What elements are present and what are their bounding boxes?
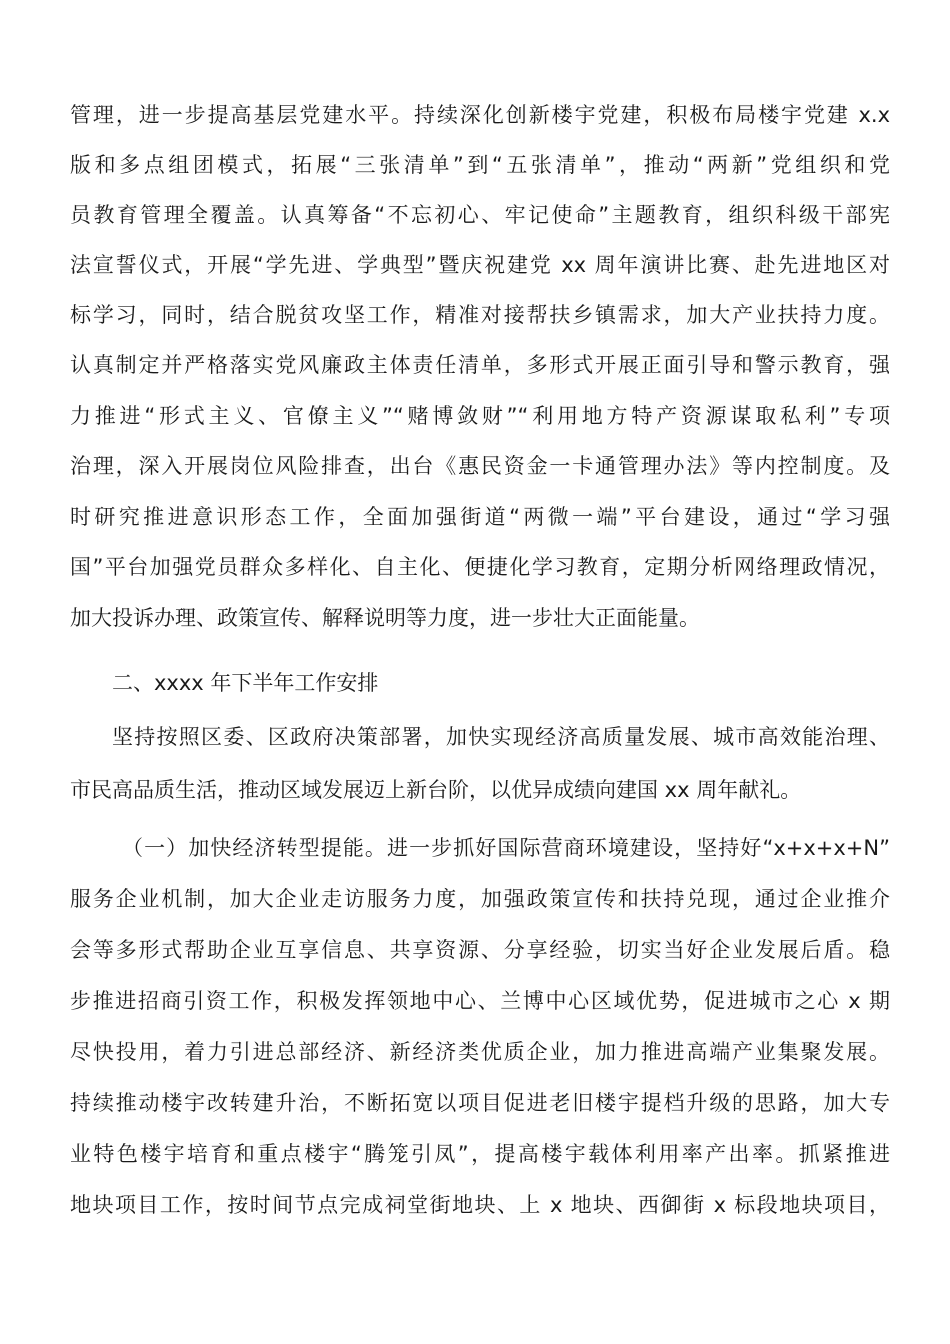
paragraph-line: 业特色楼宇培育和重点楼宇“腾笼引凤”，提高楼宇载体利用率产出率。抓紧推进: [70, 1142, 890, 1166]
paragraph-line: 坚持按照区委、区政府决策部署，加快实现经济高质量发展、城市高效能治理、: [112, 725, 890, 749]
paragraph-line: 持续推动楼宇改转建升治，不断拓宽以项目促进老旧楼宇提档升级的思路，加大专: [70, 1091, 890, 1115]
paragraph-line: 认真制定并严格落实党风廉政主体责任清单，多形式开展正面引导和警示教育，强: [70, 353, 890, 377]
paragraph-line: （一）加快经济转型提能。进一步抓好国际营商环境建设，坚持好“x+x+x+N”: [122, 836, 890, 860]
paragraph-line: 时研究推进意识形态工作，全面加强街道“两微一端”平台建设，通过“学习强: [70, 505, 890, 529]
paragraph-line: 管理，进一步提高基层党建水平。持续深化创新楼宇党建，积极布局楼宇党建 x.x: [70, 103, 890, 127]
paragraph-line: 会等多形式帮助企业互享信息、共享资源、分享经验，切实当好企业发展后盾。稳: [70, 938, 890, 962]
paragraph-line: 治理，深入开展岗位风险排查，出台《惠民资金一卡通管理办法》等内控制度。及: [70, 454, 890, 478]
paragraph-line: 版和多点组团模式，拓展“三张清单”到“五张清单”，推动“两新”党组织和党: [70, 153, 890, 177]
paragraph-line: 力推进“形式主义、官僚主义”“赌博敛财”“利用地方特产资源谋取私利”专项: [70, 404, 890, 428]
section-heading: 二、xxxx 年下半年工作安排: [112, 671, 379, 695]
paragraph-line: 地块项目工作，按时间节点完成祠堂街地块、上 x 地块、西御街 x 标段地块项目，: [70, 1193, 890, 1217]
paragraph-line: 员教育管理全覆盖。认真筹备“不忘初心、牢记使命”主题教育，组织科级干部宪: [70, 203, 890, 227]
paragraph-line: 步推进招商引资工作，积极发挥领地中心、兰博中心区域优势，促进城市之心 x 期: [70, 989, 890, 1013]
paragraph-line: 尽快投用，着力引进总部经济、新经济类优质企业，加力推进高端产业集聚发展。: [70, 1040, 890, 1064]
paragraph-line: 服务企业机制，加大企业走访服务力度，加强政策宣传和扶持兑现，通过企业推介: [70, 887, 890, 911]
paragraph-line: 加大投诉办理、政策宣传、解释说明等力度，进一步壮大正面能量。: [70, 606, 700, 630]
paragraph-line: 标学习，同时，结合脱贫攻坚工作，精准对接帮扶乡镇需求，加大产业扶持力度。: [70, 303, 890, 327]
paragraph-line: 市民高品质生活，推动区域发展迈上新台阶，以优异成绩向建国 xx 周年献礼。: [70, 778, 802, 802]
paragraph-line: 国”平台加强党员群众多样化、自主化、便捷化学习教育，定期分析网络理政情况，: [70, 555, 890, 579]
paragraph-line: 法宣誓仪式，开展“学先进、学典型”暨庆祝建党 xx 周年演讲比赛、赴先进地区对: [70, 253, 890, 277]
